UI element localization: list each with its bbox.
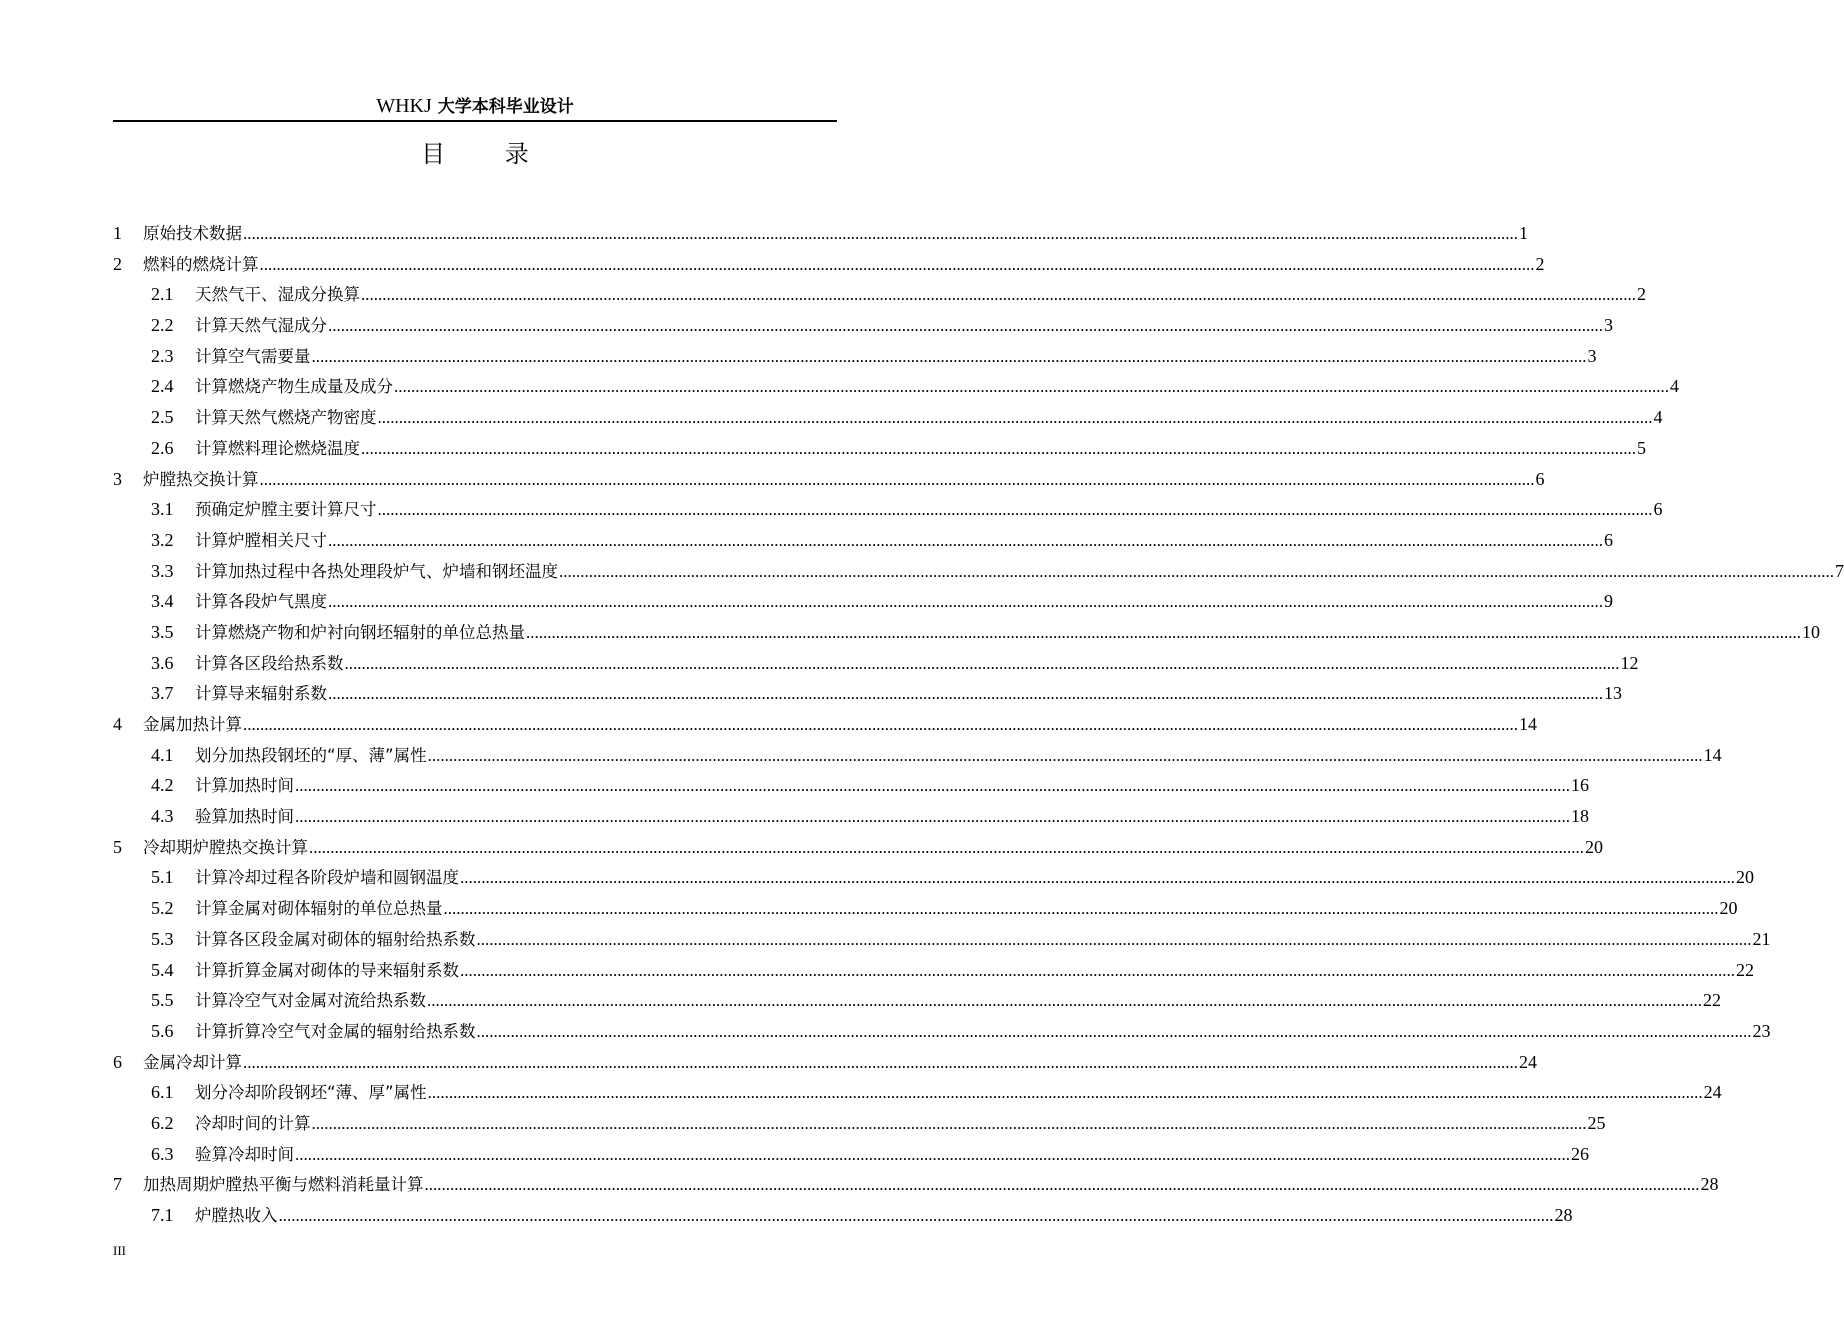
toc-dot-leader: ............................................................................................................................................................................................................................................................................................................ — [259, 469, 1535, 489]
toc-entry-page: 16 — [1571, 775, 1589, 796]
toc-entry-page: 28 — [1554, 1205, 1573, 1225]
toc-entry-number: 2.4 — [151, 376, 174, 397]
toc-entry[interactable] — [113, 678, 1622, 709]
toc-entry-title: 计算空气需要量 — [195, 346, 311, 366]
toc-entry-page: 6 — [1653, 499, 1663, 520]
toc-entry-title: 计算天然气湿成分 — [195, 316, 327, 336]
toc-entry[interactable] — [113, 249, 1545, 280]
toc-entry-title: 计算各区段金属对砌体的辐射给热系数 — [195, 929, 476, 949]
toc-entry-number: 3.1 — [151, 499, 174, 520]
toc-entry-page: 13 — [1604, 683, 1622, 704]
toc-entry-title: 计算金属对砌体辐射的单位总热量 — [195, 899, 443, 919]
toc-entry[interactable] — [113, 371, 1679, 402]
toc-entry-page: 5 — [1637, 437, 1646, 458]
toc-dot-leader: ............................................................................................................................................................................................................................................................................................................ — [526, 622, 1801, 642]
toc-entry-title: 计算燃烧产物和炉衬向钢坯辐射的单位总热量 — [195, 622, 525, 642]
toc-entry[interactable] — [113, 464, 1545, 495]
toc-dot-leader: ............................................................................................................................................................................................................................................................................................................ — [361, 438, 1636, 458]
toc-entry-page: 9 — [1604, 591, 1613, 612]
toc-entry-page: 6 — [1535, 468, 1545, 489]
toc-entry-page: 26 — [1571, 1143, 1589, 1164]
toc-entry-page: 1 — [1519, 223, 1528, 243]
toc-dot-leader: ............................................................................................................................................................................................................................................................................................................ — [243, 715, 1518, 734]
table-of-contents — [113, 218, 1844, 1231]
toc-dot-leader: ............................................................................................................................................................................................................................................................................................................ — [295, 1144, 1570, 1164]
toc-entry-page: 4 — [1670, 376, 1679, 397]
toc-entry-number: 4 — [113, 714, 122, 734]
toc-entry[interactable] — [113, 770, 1589, 801]
toc-entry-title: 计算加热时间 — [195, 776, 294, 796]
toc-entry-number: 7.1 — [151, 1205, 174, 1225]
toc-entry-number: 3.2 — [151, 529, 174, 550]
toc-entry-page: 20 — [1736, 867, 1754, 888]
toc-entry[interactable] — [113, 893, 1738, 924]
toc-entry-page: 2 — [1637, 284, 1646, 305]
toc-entry-page: 25 — [1587, 1112, 1606, 1133]
toc-entry-page: 20 — [1719, 898, 1738, 919]
toc-dot-leader: ............................................................................................................................................................................................................................................................................................................ — [309, 837, 1584, 857]
toc-entry-title: 冷却时间的计算 — [195, 1113, 311, 1133]
toc-entry[interactable] — [113, 341, 1597, 372]
toc-entry-title: 验算加热时间 — [195, 807, 294, 827]
toc-entry-number: 3.6 — [151, 652, 174, 673]
toc-entry-number: 5.1 — [151, 867, 174, 888]
toc-entry-title: 验算冷却时间 — [195, 1144, 294, 1164]
toc-entry[interactable] — [113, 709, 1537, 740]
toc-entry-number: 2.2 — [151, 315, 174, 336]
toc-entry-number: 6.1 — [151, 1082, 174, 1103]
toc-entry[interactable] — [113, 1077, 1722, 1108]
toc-dot-leader: ............................................................................................................................................................................................................................................................................................................ — [328, 592, 1603, 612]
toc-entry[interactable] — [113, 1169, 1719, 1200]
toc-entry-title: 计算炉膛相关尺寸 — [195, 530, 327, 550]
header-school-code: WHKJ — [376, 95, 432, 117]
toc-entry-number: 5.3 — [151, 928, 174, 949]
toc-dot-leader: ............................................................................................................................................................................................................................................................................................................ — [460, 960, 1735, 980]
page-number: III — [113, 1243, 126, 1258]
toc-entry-number: 5.6 — [151, 1020, 174, 1041]
toc-dot-leader: ............................................................................................................................................................................................................................................................................................................ — [443, 899, 1719, 919]
toc-entry-title: 计算冷空气对金属对流给热系数 — [195, 991, 426, 1011]
toc-entry-number: 3.5 — [151, 621, 174, 642]
toc-entry-title: 炉膛热收入 — [195, 1206, 278, 1225]
toc-dot-leader: ............................................................................................................................................................................................................................................................................................................ — [311, 346, 1587, 366]
toc-entry[interactable] — [113, 433, 1646, 464]
toc-dot-leader: ............................................................................................................................................................................................................................................................................................................ — [259, 254, 1535, 274]
toc-entry[interactable] — [113, 556, 1844, 587]
toc-entry-page: 24 — [1519, 1051, 1537, 1072]
toc-dot-leader: ............................................................................................................................................................................................................................................................................................................ — [394, 377, 1669, 397]
page-header — [113, 92, 837, 120]
toc-entry-page: 21 — [1752, 928, 1771, 949]
toc-entry-page: 12 — [1620, 652, 1639, 673]
toc-dot-leader: ............................................................................................................................................................................................................................................................................................................ — [295, 776, 1570, 796]
toc-entry[interactable] — [113, 1139, 1589, 1170]
toc-entry-number: 3.7 — [151, 683, 174, 704]
toc-entry-page: 18 — [1571, 806, 1589, 827]
toc-entry-title: 划分冷却阶段钢坯“薄、厚”属性 — [195, 1083, 427, 1103]
toc-entry-number: 2.5 — [151, 407, 174, 428]
toc-entry[interactable] — [113, 1047, 1537, 1078]
toc-dot-leader: ............................................................................................................................................................................................................................................................................................................ — [328, 684, 1603, 704]
toc-entry-page: 22 — [1703, 990, 1721, 1011]
toc-dot-leader: ............................................................................................................................................................................................................................................................................................................ — [344, 653, 1620, 673]
toc-dot-leader: ............................................................................................................................................................................................................................................................................................................ — [427, 991, 1702, 1011]
toc-dot-leader: ............................................................................................................................................................................................................................................................................................................ — [476, 929, 1752, 949]
toc-entry[interactable] — [113, 525, 1613, 556]
toc-entry-number: 2.1 — [151, 284, 174, 305]
toc-entry-page: 2 — [1535, 253, 1545, 274]
toc-entry-page: 24 — [1703, 1082, 1722, 1103]
toc-entry-title: 计算折算冷空气对金属的辐射给热系数 — [195, 1021, 476, 1041]
toc-entry-number: 7 — [113, 1174, 122, 1195]
toc-entry-page: 23 — [1752, 1020, 1771, 1041]
toc-entry[interactable] — [113, 832, 1603, 863]
toc-entry-number: 3.4 — [151, 591, 174, 612]
toc-entry-title: 燃料的燃烧计算 — [143, 254, 259, 274]
toc-dot-leader: ............................................................................................................................................................................................................................................................................................................ — [427, 1083, 1703, 1103]
toc-entry[interactable] — [113, 801, 1589, 832]
toc-entry-page: 10 — [1802, 621, 1820, 642]
toc-entry[interactable] — [113, 1200, 1573, 1231]
toc-dot-leader: ............................................................................................................................................................................................................................................................................................................ — [243, 1052, 1518, 1072]
toc-dot-leader: ............................................................................................................................................................................................................................................................................................................ — [278, 1206, 1554, 1225]
toc-dot-leader: ............................................................................................................................................................................................................................................................................................................ — [328, 316, 1603, 336]
toc-entry-title: 炉膛热交换计算 — [143, 469, 259, 489]
toc-entry-number: 5 — [113, 836, 122, 857]
toc-entry-title: 原始技术数据 — [143, 224, 242, 243]
toc-dot-leader: ............................................................................................................................................................................................................................................................................................................ — [424, 1175, 1700, 1195]
toc-entry[interactable] — [113, 310, 1613, 341]
toc-entry-title: 计算各区段给热系数 — [195, 653, 344, 673]
toc-entry-title: 金属加热计算 — [143, 715, 242, 734]
toc-entry-title: 划分加热段钢坯的“厚、薄”属性 — [195, 745, 427, 765]
toc-entry-page: 7 — [1835, 560, 1844, 581]
toc-entry-number: 3.3 — [151, 560, 174, 581]
toc-entry-number: 1 — [113, 223, 122, 243]
toc-entry-number: 5.5 — [151, 990, 174, 1011]
toc-dot-leader: ............................................................................................................................................................................................................................................................................................................ — [427, 745, 1703, 765]
toc-entry[interactable] — [113, 279, 1646, 310]
toc-entry[interactable] — [113, 862, 1754, 893]
toc-entry-page: 14 — [1519, 714, 1537, 734]
toc-entry-title: 加热周期炉膛热平衡与燃料消耗量计算 — [143, 1175, 424, 1195]
toc-entry-page: 3 — [1587, 345, 1597, 366]
toc-entry-page: 20 — [1585, 836, 1603, 857]
toc-entry[interactable] — [113, 1108, 1606, 1139]
toc-entry-title: 天然气干、湿成分换算 — [195, 285, 360, 305]
toc-entry-number: 4.2 — [151, 775, 174, 796]
toc-dot-leader: ............................................................................................................................................................................................................................................................................................................ — [295, 807, 1570, 827]
header-title: 大学本科毕业设计 — [437, 97, 574, 117]
toc-dot-leader: ............................................................................................................................................................................................................................................................................................................ — [559, 561, 1834, 581]
toc-entry-number: 6 — [113, 1051, 122, 1072]
toc-entry-title: 计算各段炉气黑度 — [195, 592, 327, 612]
toc-dot-leader: ............................................................................................................................................................................................................................................................................................................ — [377, 500, 1653, 520]
toc-entry-page: 22 — [1736, 959, 1754, 980]
toc-entry-title: 计算导来辐射系数 — [195, 684, 327, 704]
toc-dot-leader: ............................................................................................................................................................................................................................................................................................................ — [460, 868, 1735, 888]
toc-entry-number: 5.4 — [151, 959, 174, 980]
toc-entry-title: 预确定炉膛主要计算尺寸 — [195, 500, 377, 520]
toc-entry-number: 6.2 — [151, 1112, 174, 1133]
toc-entry-number: 2.3 — [151, 345, 174, 366]
toc-entry[interactable] — [113, 617, 1820, 648]
toc-dot-leader: ............................................................................................................................................................................................................................................................................................................ — [361, 285, 1636, 305]
toc-entry-page: 6 — [1604, 529, 1613, 550]
toc-entry-page: 3 — [1604, 315, 1613, 336]
toc-entry-title: 计算燃烧产物生成量及成分 — [195, 377, 393, 397]
toc-entry-title: 计算燃料理论燃烧温度 — [195, 438, 360, 458]
toc-entry-number: 2 — [113, 253, 122, 274]
header-divider — [113, 120, 837, 122]
toc-entry-page: 4 — [1653, 407, 1663, 428]
toc-entry-number: 6.3 — [151, 1143, 174, 1164]
toc-entry[interactable] — [113, 586, 1613, 617]
toc-entry[interactable] — [113, 1016, 1771, 1047]
toc-entry-number: 4.3 — [151, 806, 174, 827]
toc-entry-number: 2.6 — [151, 437, 174, 458]
toc-dot-leader: ............................................................................................................................................................................................................................................................................................................ — [476, 1021, 1752, 1041]
toc-title: 目 录 — [421, 140, 555, 168]
toc-entry-page: 28 — [1700, 1174, 1719, 1195]
toc-entry[interactable] — [113, 985, 1721, 1016]
toc-entry-number: 5.2 — [151, 898, 174, 919]
toc-entry[interactable] — [113, 924, 1771, 955]
toc-entry-page: 14 — [1703, 744, 1722, 765]
toc-entry-title: 计算加热过程中各热处理段炉气、炉墙和钢坯温度 — [195, 561, 558, 581]
toc-entry-title: 计算天然气燃烧产物密度 — [195, 408, 377, 428]
toc-entry-title: 计算折算金属对砌体的导来辐射系数 — [195, 960, 459, 980]
toc-entry[interactable] — [113, 740, 1722, 771]
toc-entry-title: 计算冷却过程各阶段炉墙和圆钢温度 — [195, 868, 459, 888]
toc-entry-title: 冷却期炉膛热交换计算 — [143, 837, 308, 857]
toc-entry[interactable] — [113, 402, 1663, 433]
toc-entry-number: 4.1 — [151, 744, 174, 765]
toc-dot-leader: ............................................................................................................................................................................................................................................................................................................ — [311, 1113, 1587, 1133]
toc-entry[interactable] — [113, 218, 1528, 249]
toc-entry-title: 金属冷却计算 — [143, 1052, 242, 1072]
toc-dot-leader: ............................................................................................................................................................................................................................................................................................................ — [328, 530, 1603, 550]
toc-entry[interactable] — [113, 494, 1663, 525]
toc-entry[interactable] — [113, 648, 1639, 679]
toc-entry-number: 3 — [113, 468, 122, 489]
toc-entry[interactable] — [113, 955, 1754, 986]
toc-dot-leader: ............................................................................................................................................................................................................................................................................................................ — [377, 408, 1653, 428]
toc-dot-leader: ............................................................................................................................................................................................................................................................................................................ — [243, 224, 1518, 243]
